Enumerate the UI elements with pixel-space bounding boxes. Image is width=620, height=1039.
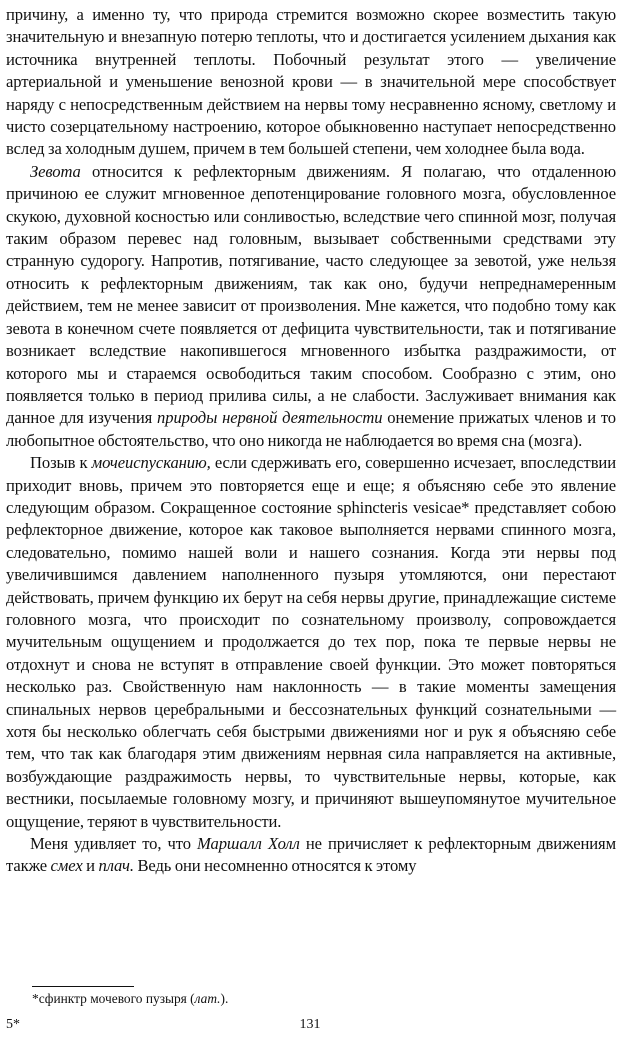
footnote-separator [32, 986, 134, 987]
paragraph [6, 4, 616, 161]
footnote-text-end: ). [220, 991, 229, 1006]
paragraph [6, 161, 616, 452]
paragraph [6, 833, 616, 878]
italic-text: природы нервной деятельности [157, 408, 383, 428]
main-text [6, 4, 616, 878]
italic-text: мочеиспусканию, [91, 453, 211, 473]
text-run: причину, а именно ту, что природа стремится возможно скорее возместить такую значительную и внезапную потерю теплоты, что и достигается усилением дыхания как источника внутренней теплоты. Побочный результат этого — увеличение артериальной и уменьшение венозной крови — в значительной мере способствует наряду с непосредственным действием на нервы тому несравненно ясному, светлому и чисто созерцательному настроению, которое обыкновенно наступает непосредственно вслед за холодным душем, причем в тем большей степени, чем холоднее была вода. [6, 5, 616, 159]
text-run: относится к рефлекторным движениям. Я полагаю, что отдаленною причиною ее служит мгновенное депотенцирование головного мозга, обусловленное скукою, духовной косностью или сонливостью, вследствие чего спинной мозг, получая таким образом перевес над головным, вызывает собственными средствами эту странную судорогу. Напротив, потягивание, часто следующее за зевотой, уже нельзя относить к рефлекторным движениям, так как оно, будучи непреднамеренным действием, тем не менее зависит от произволения. Мне кажется, что подобно тому как зевота в конечном счете появляется от дефицита чувствительности, так и потягивание возникает вследствие накопившегося мгновенного избытка раздражимости, от которого мы и стараемся освободиться таким способом. Сообразно с этим, оно появляется только в период прилива силы, а не слабости. Заслуживает внимания как данное для изучения [6, 161, 616, 428]
text-run: Ведь они несомненно относятся к этому [133, 856, 417, 876]
text-run: Меня удивляет то, что [30, 834, 198, 854]
paragraph [6, 452, 616, 833]
text-run: онемение прижатых членов и то любопытное обстоятельство, что оно никогда не наблюдается во время сна (мозга). [6, 408, 616, 450]
italic-text: смех [50, 856, 83, 876]
italic-text: Зевота [30, 161, 81, 181]
italic-text: плач. [98, 856, 134, 876]
printer-signature: 5* [6, 1017, 20, 1032]
text-run: если сдерживать его, совершенно исчезает, впоследствии приходит вновь, причем это повторяется еще и еще; я объясняю себе это явление следующим образом. Сокращенное состояние sphincteris vesicae* представляет собою рефлекторное движение, которое как таковое выполняется нервами спинного мозга, следовательно, помимо нашей воли и нашего сознания. Когда эти нервы под увеличившимся давлением наполненного пузыря утомляются, они перестают действовать, причем функцию их берут на себя нервы другие, принадлежащие системе головного мозга, что происходит по сознательному произволу, сопровождается мучительным ощущением и продолжается до тех пор, пока те первые нервы не отдохнут и снова не вступят в отправление своей функции. Это может повторяться несколько раз. Свойственную нам наклонность — в такие моменты замещения спинальных нервов церебральными и бессознательных функций сознательными — хотя бы несколько облегчать себя быстрыми движениями ног и рук я объясняю себе тем, что так как благодаря этим движениям нервная сила направляется на активные, возбуждающие раздражимость нервы, то чувствительные нервы, которые, как вестники, посылаемые головному мозгу, и причиняют вышеупомянутое мучительное ощущение, теряют в чувствительности. [6, 453, 616, 831]
footnote-text-start: *сфинктр мочевого пузыря ( [32, 991, 195, 1006]
text-run: не причисляет к рефлекторным движениям также [6, 834, 616, 876]
footnote [32, 990, 228, 1008]
text-run: Позыв к [30, 453, 92, 473]
italic-text: Маршалл Холл [197, 834, 300, 854]
text-run: и [82, 856, 99, 876]
footnote-text-italic: лат. [194, 991, 221, 1006]
page-number: 131 [299, 1017, 321, 1032]
